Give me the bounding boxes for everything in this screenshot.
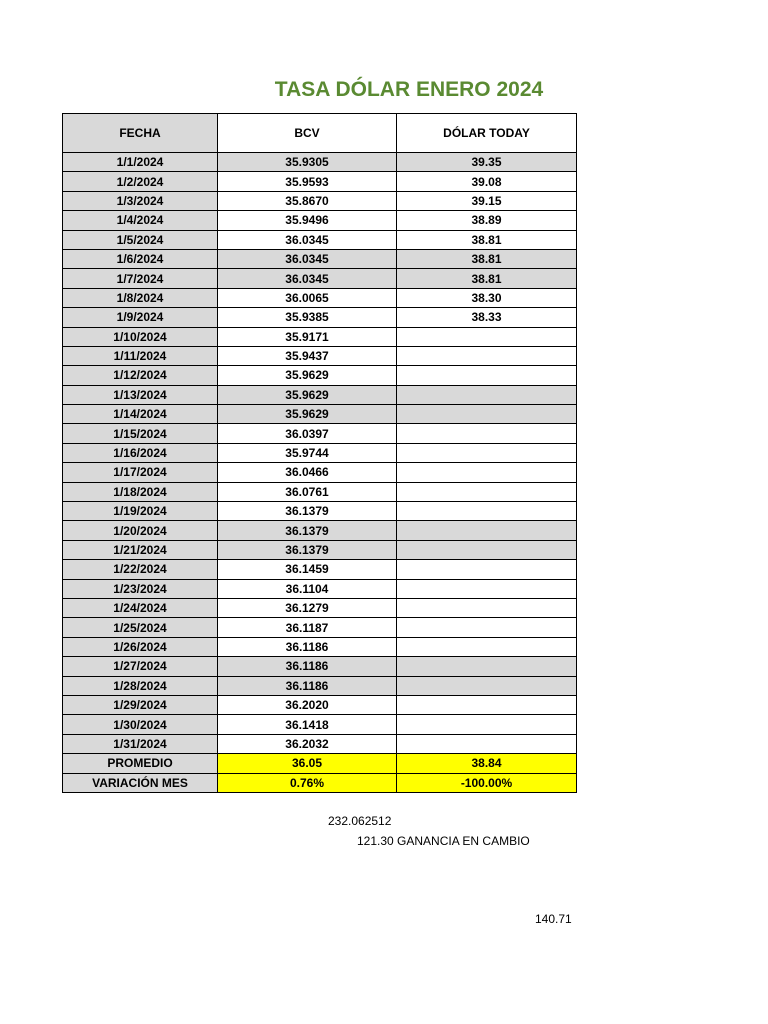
cell-fecha: 1/13/2024: [63, 385, 218, 404]
table-header-row: [63, 114, 577, 153]
table-row: [63, 308, 577, 327]
cell-fecha: 1/18/2024: [63, 482, 218, 501]
cell-fecha: 1/30/2024: [63, 715, 218, 734]
table-row: [63, 405, 577, 424]
cell-bcv: 35.9305: [218, 153, 397, 172]
cell-dolar-today: 39.08: [397, 172, 577, 191]
cell-bcv: 36.1187: [218, 618, 397, 637]
promedio-row: [63, 754, 577, 773]
cell-fecha: 1/19/2024: [63, 502, 218, 521]
cell-bcv: 35.8670: [218, 191, 397, 210]
cell-dolar-today: [397, 676, 577, 695]
cell-bcv: 36.0065: [218, 288, 397, 307]
cell-dolar-today: [397, 579, 577, 598]
cell-fecha: 1/27/2024: [63, 657, 218, 676]
cell-bcv: 35.9744: [218, 443, 397, 462]
cell-fecha: 1/15/2024: [63, 424, 218, 443]
table-row: [63, 385, 577, 404]
cell-fecha: 1/9/2024: [63, 308, 218, 327]
cell-dolar-today: 38.89: [397, 211, 577, 230]
cell-bcv: 36.0761: [218, 482, 397, 501]
table-row: [63, 211, 577, 230]
table-row: [63, 540, 577, 559]
cell-dolar-today: [397, 327, 577, 346]
table-row: [63, 618, 577, 637]
table-row: [63, 715, 577, 734]
cell-bcv: 36.1379: [218, 521, 397, 540]
cell-fecha: 1/22/2024: [63, 560, 218, 579]
cell-dolar-today: 38.81: [397, 230, 577, 249]
cell-fecha: 1/16/2024: [63, 443, 218, 462]
note-ganancia-label: GANANCIA EN CAMBIO: [397, 834, 530, 848]
table-row: [63, 502, 577, 521]
cell-fecha: 1/5/2024: [63, 230, 218, 249]
cell-dolar-today: [397, 734, 577, 753]
cell-fecha: 1/6/2024: [63, 249, 218, 268]
cell-bcv: 36.0345: [218, 269, 397, 288]
cell-dolar-today: [397, 657, 577, 676]
cell-dolar-today: 38.33: [397, 308, 577, 327]
cell-dolar-today: [397, 695, 577, 714]
cell-dolar-today: [397, 463, 577, 482]
header-fecha: FECHA: [63, 114, 218, 153]
cell-fecha: 1/21/2024: [63, 540, 218, 559]
cell-bcv: 36.1104: [218, 579, 397, 598]
cell-dolar-today: [397, 424, 577, 443]
table-row: [63, 346, 577, 365]
table-row: [63, 482, 577, 501]
table-row: [63, 191, 577, 210]
cell-bcv: 36.0345: [218, 249, 397, 268]
cell-dolar-today: 38.81: [397, 269, 577, 288]
cell-fecha: 1/14/2024: [63, 405, 218, 424]
table-row: [63, 288, 577, 307]
variacion-bcv: 0.76%: [218, 773, 397, 792]
table-row: [63, 695, 577, 714]
cell-fecha: 1/7/2024: [63, 269, 218, 288]
cell-dolar-today: [397, 560, 577, 579]
note-ganancia: [357, 834, 530, 848]
cell-bcv: 35.9437: [218, 346, 397, 365]
promedio-bcv: 36.05: [218, 754, 397, 773]
cell-dolar-today: 39.15: [397, 191, 577, 210]
cell-fecha: 1/31/2024: [63, 734, 218, 753]
note-value-2: 121.30: [357, 834, 394, 848]
cell-dolar-today: [397, 385, 577, 404]
cell-bcv: 35.9171: [218, 327, 397, 346]
cell-fecha: 1/24/2024: [63, 598, 218, 617]
cell-fecha: 1/2/2024: [63, 172, 218, 191]
cell-bcv: 35.9496: [218, 211, 397, 230]
cell-bcv: 36.0345: [218, 230, 397, 249]
table-row: [63, 443, 577, 462]
promedio-label: PROMEDIO: [63, 754, 218, 773]
cell-bcv: 35.9629: [218, 366, 397, 385]
cell-dolar-today: [397, 598, 577, 617]
cell-dolar-today: [397, 443, 577, 462]
cell-dolar-today: [397, 540, 577, 559]
cell-bcv: 36.0397: [218, 424, 397, 443]
cell-dolar-today: [397, 405, 577, 424]
cell-dolar-today: 38.30: [397, 288, 577, 307]
cell-dolar-today: [397, 521, 577, 540]
table-row: [63, 172, 577, 191]
cell-bcv: 36.2032: [218, 734, 397, 753]
cell-bcv: 36.1186: [218, 657, 397, 676]
cell-fecha: 1/3/2024: [63, 191, 218, 210]
cell-dolar-today: 39.35: [397, 153, 577, 172]
cell-fecha: 1/17/2024: [63, 463, 218, 482]
cell-dolar-today: [397, 346, 577, 365]
cell-fecha: 1/12/2024: [63, 366, 218, 385]
cell-fecha: 1/1/2024: [63, 153, 218, 172]
variacion-label: VARIACIÓN MES: [63, 773, 218, 792]
cell-bcv: 36.1186: [218, 637, 397, 656]
page-title: TASA DÓLAR ENERO 2024: [274, 78, 544, 101]
cell-bcv: 35.9629: [218, 385, 397, 404]
cell-fecha: 1/20/2024: [63, 521, 218, 540]
cell-dolar-today: [397, 482, 577, 501]
note-value-3: 140.71: [535, 912, 572, 926]
promedio-dolar-today: 38.84: [397, 754, 577, 773]
table-row: [63, 327, 577, 346]
cell-bcv: 36.1186: [218, 676, 397, 695]
header-bcv: BCV: [218, 114, 397, 153]
table-row: [63, 366, 577, 385]
cell-fecha: 1/4/2024: [63, 211, 218, 230]
cell-fecha: 1/10/2024: [63, 327, 218, 346]
cell-bcv: 36.1379: [218, 540, 397, 559]
cell-bcv: 36.1459: [218, 560, 397, 579]
table-row: [63, 598, 577, 617]
table-row: [63, 230, 577, 249]
cell-dolar-today: [397, 637, 577, 656]
table-row: [63, 521, 577, 540]
cell-fecha: 1/28/2024: [63, 676, 218, 695]
cell-bcv: 36.2020: [218, 695, 397, 714]
cell-dolar-today: [397, 715, 577, 734]
table-row: [63, 579, 577, 598]
cell-bcv: 36.0466: [218, 463, 397, 482]
cell-bcv: 35.9385: [218, 308, 397, 327]
table-row: [63, 676, 577, 695]
table-row: [63, 637, 577, 656]
cell-fecha: 1/25/2024: [63, 618, 218, 637]
table-row: [63, 249, 577, 268]
header-dolar-today: DÓLAR TODAY: [397, 114, 577, 153]
rates-table: [62, 113, 577, 793]
cell-dolar-today: [397, 618, 577, 637]
table-row: [63, 153, 577, 172]
cell-fecha: 1/29/2024: [63, 695, 218, 714]
cell-dolar-today: [397, 366, 577, 385]
cell-bcv: 36.1418: [218, 715, 397, 734]
variacion-row: [63, 773, 577, 792]
table-row: [63, 734, 577, 753]
cell-bcv: 35.9629: [218, 405, 397, 424]
note-value-1: 232.062512: [328, 814, 392, 828]
table-row: [63, 463, 577, 482]
cell-fecha: 1/26/2024: [63, 637, 218, 656]
table-row: [63, 424, 577, 443]
cell-dolar-today: 38.81: [397, 249, 577, 268]
cell-bcv: 36.1279: [218, 598, 397, 617]
variacion-dolar-today: -100.00%: [397, 773, 577, 792]
table-row: [63, 657, 577, 676]
cell-fecha: 1/23/2024: [63, 579, 218, 598]
cell-bcv: 36.1379: [218, 502, 397, 521]
table-row: [63, 560, 577, 579]
cell-dolar-today: [397, 502, 577, 521]
cell-fecha: 1/8/2024: [63, 288, 218, 307]
table-row: [63, 269, 577, 288]
cell-fecha: 1/11/2024: [63, 346, 218, 365]
cell-bcv: 35.9593: [218, 172, 397, 191]
table-body: [63, 153, 577, 754]
